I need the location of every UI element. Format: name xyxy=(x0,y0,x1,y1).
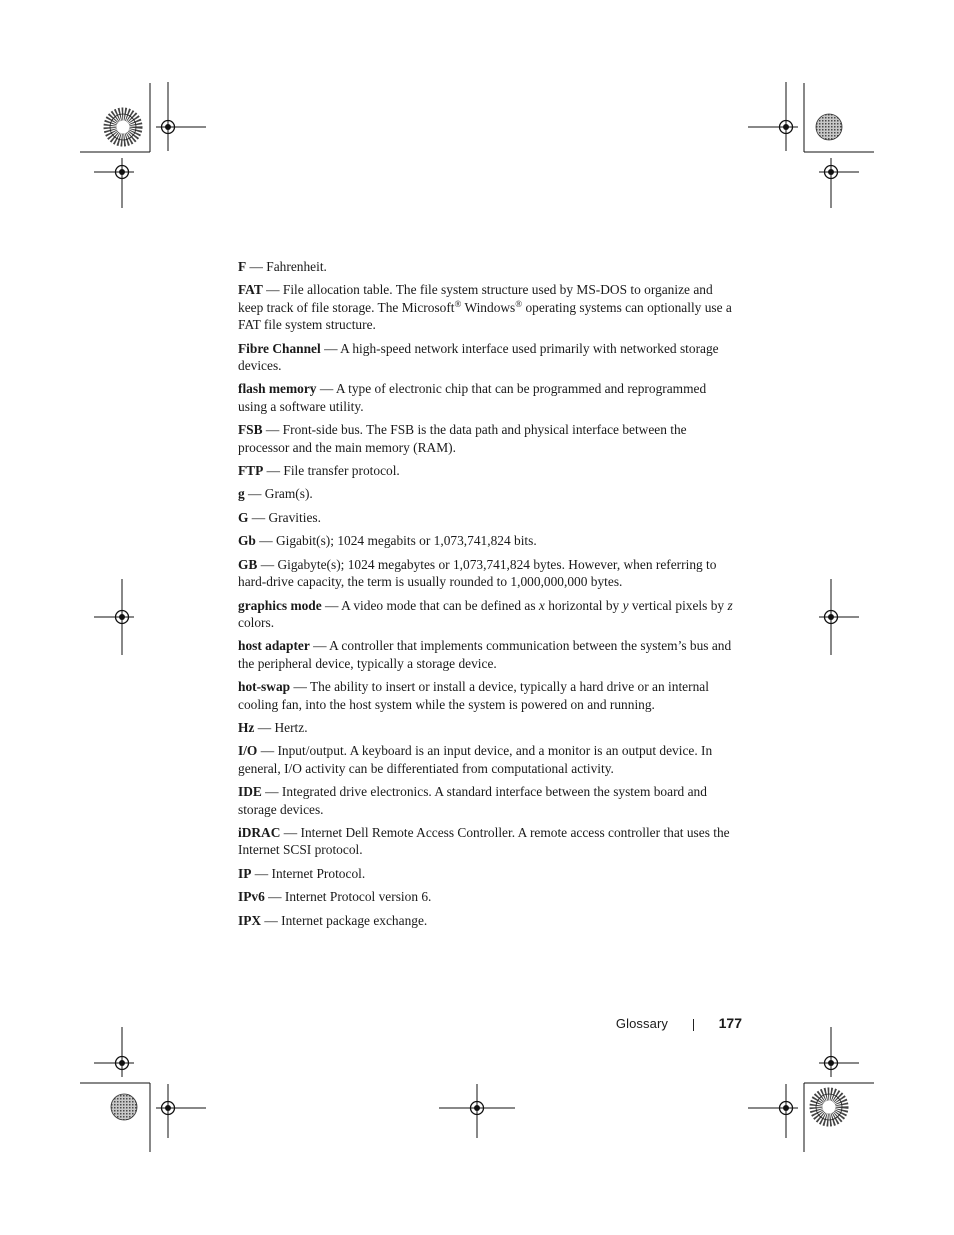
glossary-term: FSB xyxy=(238,422,263,438)
color-patch-icon xyxy=(111,1094,137,1120)
glossary-term: hot-swap xyxy=(238,679,291,695)
term-separator: — xyxy=(290,679,310,695)
star-target-icon xyxy=(110,114,136,140)
star-target-icon xyxy=(816,1094,842,1120)
glossary-definition: Internet Protocol. xyxy=(271,865,366,881)
glossary-term: I/O xyxy=(238,743,258,759)
glossary-entry xyxy=(238,509,738,526)
registration-target-icon xyxy=(94,579,134,655)
glossary-definition: Fahrenheit. xyxy=(266,259,327,274)
glossary-definition: Internet Protocol version 6. xyxy=(284,889,432,905)
glossary-term: IP xyxy=(238,865,252,881)
glossary-definition: Gram(s). xyxy=(264,486,313,502)
glossary-entry xyxy=(238,888,738,905)
glossary-entry xyxy=(238,462,738,479)
glossary-entry xyxy=(238,783,738,818)
registration-target-icon xyxy=(748,82,798,151)
glossary-term: iDRAC xyxy=(238,824,281,840)
term-separator: — xyxy=(248,509,269,525)
registration-target-icon xyxy=(439,1084,515,1138)
term-separator: — xyxy=(264,889,285,905)
glossary-list xyxy=(238,258,738,935)
glossary-term: Gb xyxy=(238,533,256,549)
page-number: 177 xyxy=(718,1015,742,1031)
variable-y: y xyxy=(622,597,629,613)
registered-mark: ® xyxy=(454,298,462,309)
term-separator: — xyxy=(309,638,330,654)
term-separator: — xyxy=(257,556,278,572)
glossary-definition: horizontal by xyxy=(544,597,623,613)
glossary-definition: Internet package exchange. xyxy=(281,912,428,928)
glossary-entry xyxy=(238,742,738,777)
glossary-term: G xyxy=(238,509,249,525)
registration-target-icon xyxy=(156,82,206,151)
term-separator: — xyxy=(257,743,278,759)
glossary-term: IDE xyxy=(238,784,262,800)
glossary-term: F xyxy=(238,259,247,274)
glossary-entry xyxy=(238,281,738,333)
glossary-entry xyxy=(238,532,738,549)
glossary-entry xyxy=(238,912,738,929)
variable-x: x xyxy=(538,597,545,613)
glossary-definition: Gravities. xyxy=(268,509,321,525)
term-separator: — xyxy=(263,463,284,479)
glossary-term: flash memory xyxy=(238,381,317,397)
variable-z: z xyxy=(727,597,733,613)
term-separator: — xyxy=(321,597,342,613)
glossary-term: Hz xyxy=(238,719,255,735)
glossary-entry xyxy=(238,556,738,591)
glossary-definition: Input/output. A keyboard is an input device, and a monitor is an output device. In general, I/O activity can be differentiated from computational activity. xyxy=(238,743,713,776)
registration-target-icon xyxy=(156,1084,206,1138)
term-separator: — xyxy=(261,912,282,928)
glossary-entry xyxy=(238,380,738,415)
term-separator: — xyxy=(254,719,275,735)
glossary-definition: Gigabyte(s); 1024 megabytes or 1,073,741,824 bytes. However, when referring to hard-drive capacity, the term is usually rounded to 1,000,000,000 bytes. xyxy=(238,556,717,590)
glossary-entry xyxy=(238,678,738,713)
glossary-term: GB xyxy=(238,556,258,572)
glossary-entry xyxy=(238,258,738,275)
glossary-term: IPX xyxy=(238,912,262,928)
registration-target-icon xyxy=(819,1027,859,1077)
glossary-definition: A high-speed network interface used primarily with networked storage devices. xyxy=(238,340,719,374)
page-footer xyxy=(560,1014,742,1034)
glossary-term: g xyxy=(238,486,245,502)
glossary-term: FTP xyxy=(238,463,264,479)
term-separator: — xyxy=(246,259,267,274)
glossary-definition: Hertz. xyxy=(274,719,308,735)
glossary-definition: vertical pixels by xyxy=(628,597,728,613)
registration-target-icon xyxy=(94,1027,134,1077)
footer-section-title: Glossary xyxy=(615,1016,668,1031)
glossary-term: FAT xyxy=(238,282,263,298)
glossary-definition: File allocation table. The file system structure used by MS-DOS to organize and keep track of file storage. The Microsoft xyxy=(238,282,713,315)
registered-mark: ® xyxy=(515,298,523,309)
registration-target-icon xyxy=(94,158,134,208)
glossary-definition: A type of electronic chip that can be programmed and reprogrammed using a software utility. xyxy=(238,381,707,414)
term-separator: — xyxy=(320,340,341,356)
glossary-entry xyxy=(238,597,738,632)
glossary-entry xyxy=(238,485,738,502)
glossary-definition: A controller that implements communication between the system’s bus and the peripheral device, typically a storage device. xyxy=(238,638,732,671)
glossary-term: graphics mode xyxy=(238,597,322,613)
glossary-term: host adapter xyxy=(238,638,310,654)
term-separator: — xyxy=(255,533,276,549)
glossary-definition: Integrated drive electronics. A standard interface between the system board and storage devices. xyxy=(238,784,707,817)
glossary-entry xyxy=(238,719,738,736)
term-separator: — xyxy=(316,381,336,397)
footer-divider xyxy=(693,1019,694,1031)
glossary-entry xyxy=(238,865,738,882)
registration-target-icon xyxy=(819,158,859,208)
glossary-entry xyxy=(238,421,738,456)
term-separator: — xyxy=(261,784,282,800)
term-separator: — xyxy=(262,422,283,438)
glossary-definition: colors. xyxy=(238,614,275,630)
glossary-entry xyxy=(238,824,738,859)
glossary-definition: operating systems can optionally use a FAT file system structure. xyxy=(238,299,732,333)
glossary-definition: Gigabit(s); 1024 megabits or 1,073,741,824 bits. xyxy=(275,533,537,549)
glossary-entry xyxy=(238,340,738,375)
registration-target-icon xyxy=(819,579,859,655)
color-patch-icon xyxy=(816,114,842,140)
glossary-definition: Front-side bus. The FSB is the data path and physical interface between the processor and the main memory (RAM). xyxy=(238,422,687,455)
term-separator: — xyxy=(251,865,272,881)
glossary-entry xyxy=(238,637,738,672)
term-separator: — xyxy=(280,824,301,840)
glossary-definition: A video mode that can be defined as xyxy=(341,597,539,613)
registration-target-icon xyxy=(748,1084,798,1138)
glossary-definition: The ability to insert or install a device, typically a hard drive or an internal cooling fan, into the host system while the system is powered on and running. xyxy=(238,679,709,712)
glossary-term: IPv6 xyxy=(238,889,265,905)
glossary-term: Fibre Channel xyxy=(238,340,321,356)
term-separator: — xyxy=(262,282,283,298)
glossary-definition: File transfer protocol. xyxy=(283,463,400,479)
glossary-definition: Windows xyxy=(461,299,516,315)
glossary-definition: Internet Dell Remote Access Controller. A remote access controller that uses the Internet SCSI protocol. xyxy=(238,824,730,858)
term-separator: — xyxy=(244,486,265,502)
